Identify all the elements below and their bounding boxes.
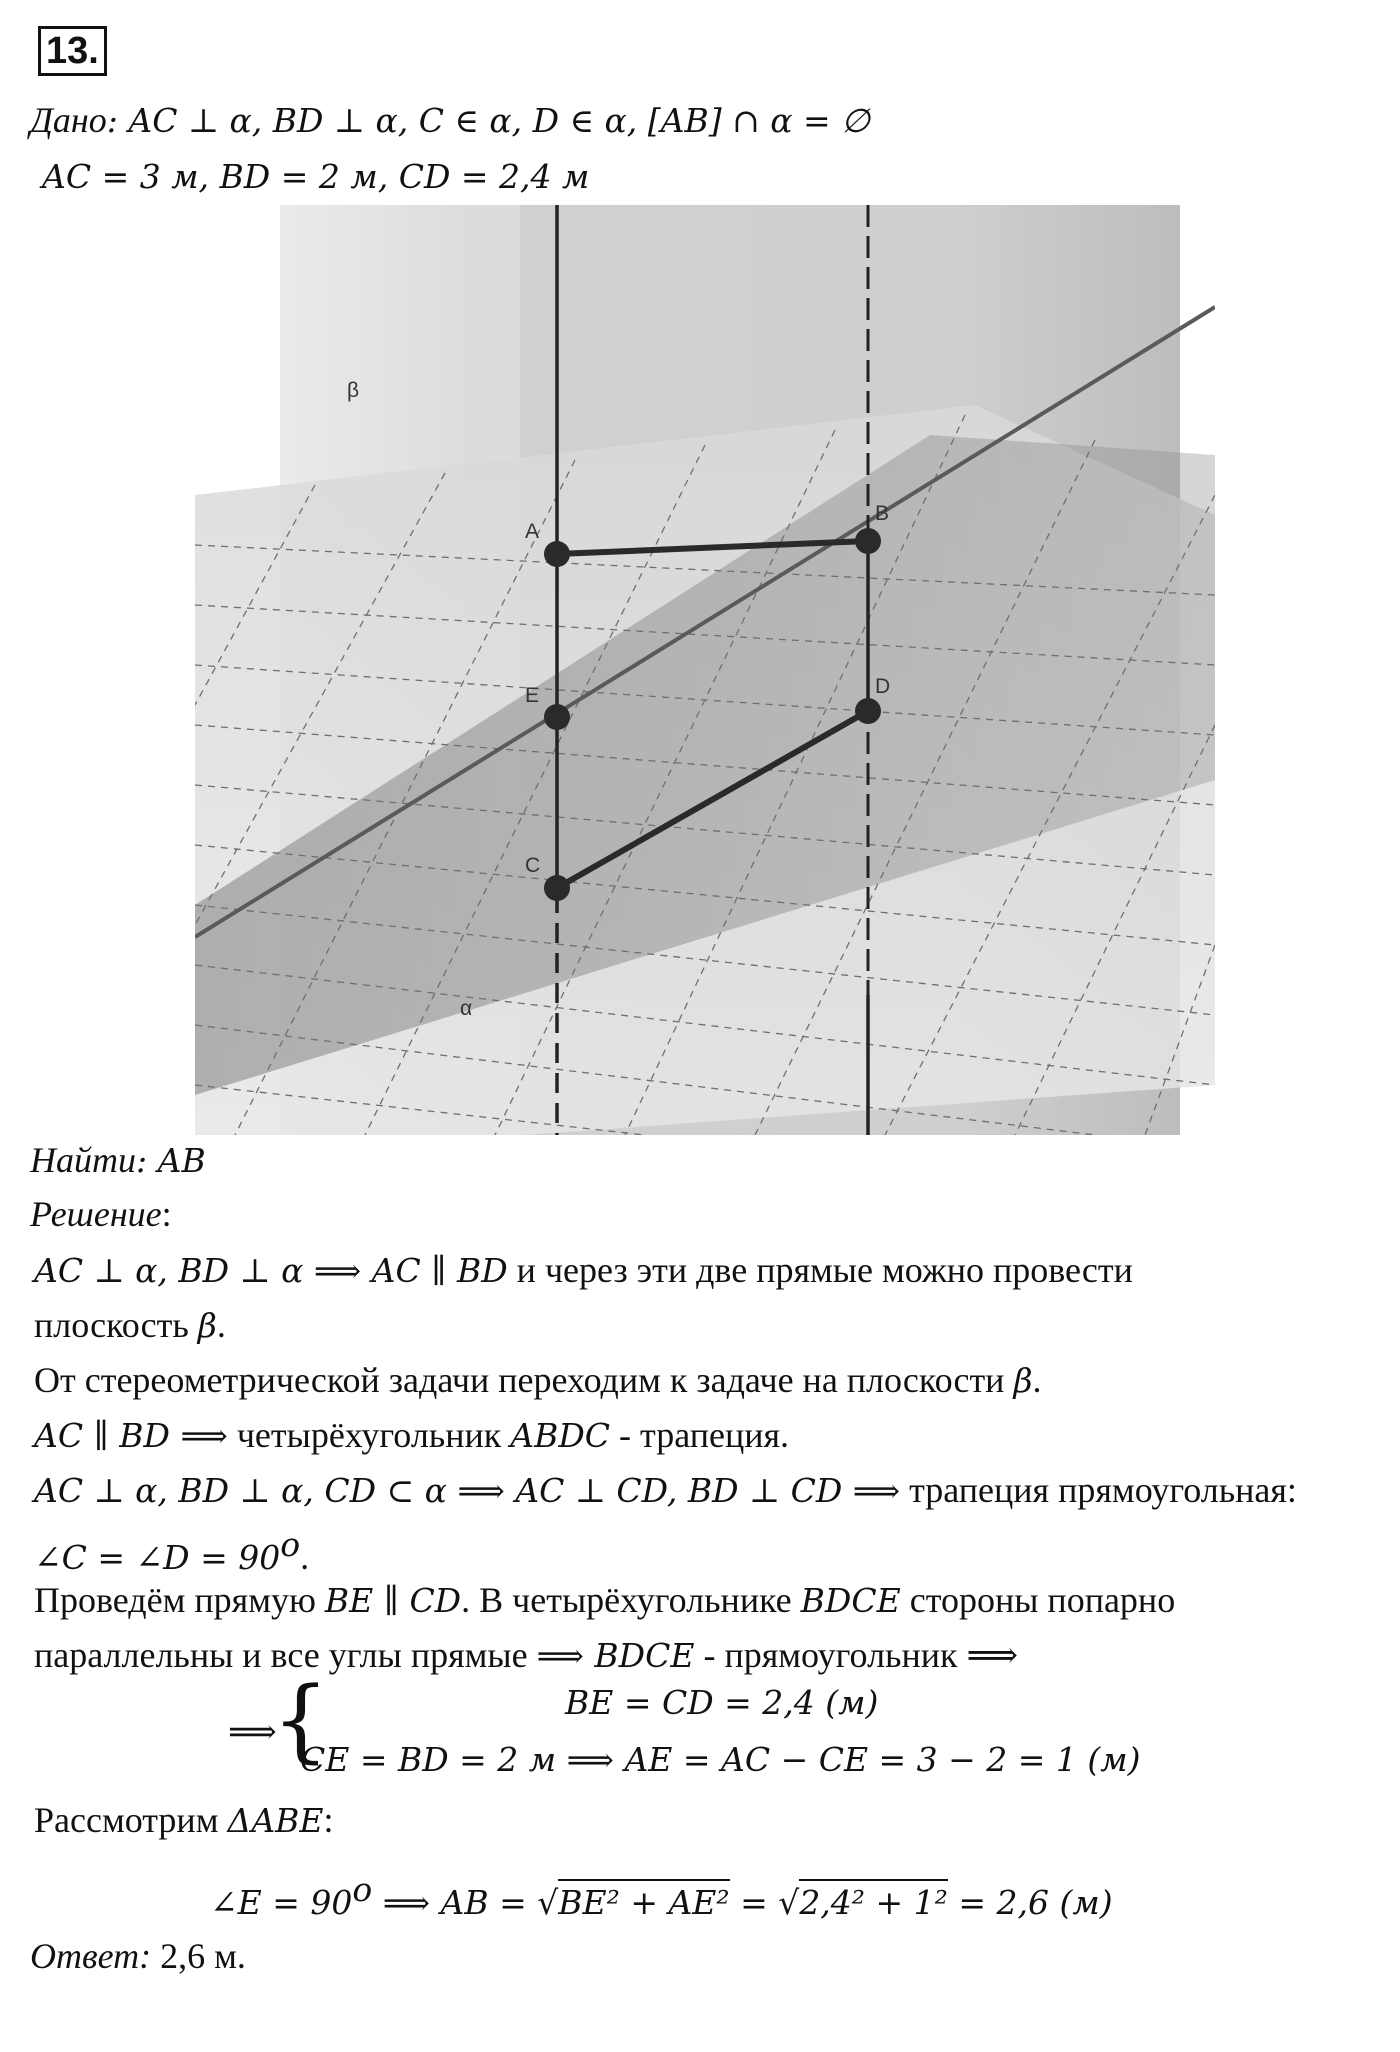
solution-colon: : bbox=[161, 1194, 172, 1234]
math-8: ⟹ BDCE bbox=[536, 1636, 695, 1675]
solution-line-7 bbox=[34, 1578, 1175, 1623]
math-4: AC ∥ BD ⟹ bbox=[34, 1416, 228, 1455]
math-9: ΔABE bbox=[227, 1801, 324, 1840]
f-eq: = √ bbox=[729, 1883, 800, 1922]
math-1: AC ⊥ α, BD ⊥ α ⟹ AC ∥ BD bbox=[34, 1251, 508, 1290]
solution-line-8 bbox=[34, 1633, 1018, 1678]
final-formula bbox=[210, 1868, 1113, 1925]
f-mid: ⟹ AB = √ bbox=[372, 1883, 559, 1922]
answer-label: Ответ: bbox=[30, 1936, 152, 1976]
given-values: AC = 3 м, BD = 2 м, CD = 2,4 м bbox=[42, 157, 590, 196]
answer-line bbox=[30, 1934, 246, 1978]
answer-value: 2,6 м. bbox=[151, 1936, 246, 1976]
math-6: ∠C = ∠D = 90 bbox=[34, 1538, 281, 1577]
end-2: . bbox=[216, 1305, 226, 1345]
text-4b: - трапеция. bbox=[610, 1415, 790, 1455]
given-line-1 bbox=[30, 98, 870, 143]
label-a: A bbox=[525, 520, 540, 543]
geometry-figure bbox=[195, 205, 1215, 1135]
text-8b: - прямоугольник ⟹ bbox=[694, 1635, 1019, 1675]
text-9: Рассмотрим bbox=[34, 1800, 228, 1840]
text-7a: Проведём прямую bbox=[34, 1580, 325, 1620]
point-e bbox=[544, 704, 570, 730]
text-8a: параллельны и все углы прямые bbox=[34, 1635, 537, 1675]
find-value: : AB bbox=[136, 1141, 206, 1180]
solution-line-6 bbox=[34, 1523, 309, 1580]
math-2: β bbox=[197, 1306, 217, 1345]
f-radicand-1: BE² + AE² bbox=[558, 1879, 729, 1922]
solution-line-9 bbox=[34, 1798, 334, 1843]
solution-label: Решение bbox=[30, 1194, 162, 1234]
point-b bbox=[855, 528, 881, 554]
system-row-1 bbox=[565, 1680, 878, 1725]
end-3: . bbox=[1032, 1360, 1042, 1400]
label-b: B bbox=[875, 502, 890, 525]
solution-line-2 bbox=[34, 1303, 226, 1348]
sup-6: o bbox=[280, 1525, 301, 1564]
sys-row-1: BE = CD = 2,4 (м) bbox=[565, 1683, 879, 1722]
f-end: = 2,6 (м) bbox=[947, 1883, 1113, 1922]
solution-line-1 bbox=[34, 1248, 1133, 1293]
problem-number: 13. bbox=[38, 26, 107, 76]
math-4b: ABDC bbox=[510, 1416, 611, 1455]
text-5: трапеция прямоугольная: bbox=[900, 1470, 1297, 1510]
text-3: От стереометрической задачи переходим к задаче на плоскости bbox=[34, 1360, 1014, 1400]
system-row-2 bbox=[300, 1737, 1141, 1782]
text-7c: стороны попарно bbox=[900, 1580, 1176, 1620]
label-alpha: α bbox=[460, 997, 473, 1020]
point-d bbox=[855, 698, 881, 724]
sys-row-2: CE = BD = 2 м ⟹ AE = AC − CE = 3 − 2 = 1 (м) bbox=[300, 1740, 1141, 1779]
label-e: E bbox=[525, 684, 540, 707]
given-conditions: : AC ⊥ α, BD ⊥ α, C ∈ α, D ∈ α, [AB] ∩ α = ∅ bbox=[106, 101, 870, 140]
end-6: . bbox=[300, 1537, 310, 1577]
find-label: Найти bbox=[30, 1140, 136, 1180]
find-line bbox=[30, 1138, 206, 1183]
text-2: плоскость bbox=[34, 1305, 198, 1345]
system-arrow: ⟹ bbox=[228, 1712, 277, 1752]
label-c: C bbox=[525, 854, 541, 877]
math-5: AC ⊥ α, BD ⊥ α, CD ⊂ α ⟹ AC ⊥ CD, BD ⊥ CD ⟹ bbox=[34, 1471, 901, 1510]
given-line-2 bbox=[42, 154, 589, 199]
f-start: ∠E = 90 bbox=[210, 1883, 353, 1922]
solution-heading bbox=[30, 1192, 172, 1236]
f-sup: o bbox=[352, 1870, 373, 1909]
system-brace: { bbox=[272, 1668, 330, 1773]
point-c bbox=[544, 875, 570, 901]
label-beta: β bbox=[347, 379, 360, 402]
solution-line-3 bbox=[34, 1358, 1042, 1403]
math-3: β bbox=[1013, 1361, 1033, 1400]
label-d: D bbox=[875, 675, 891, 698]
end-9: : bbox=[323, 1800, 334, 1840]
math-7b: BDCE bbox=[800, 1581, 901, 1620]
given-label: Дано bbox=[30, 100, 107, 140]
solution-line-5 bbox=[34, 1468, 1297, 1513]
point-a bbox=[544, 541, 570, 567]
text-4a: четырёхугольник bbox=[227, 1415, 511, 1455]
f-radicand-2: 2,4² + 1² bbox=[799, 1879, 948, 1922]
text-1: и через эти две прямые можно провести bbox=[507, 1250, 1133, 1290]
text-7b: . В четырёхугольнике bbox=[461, 1580, 801, 1620]
solution-line-4 bbox=[34, 1413, 789, 1458]
math-7a: BE ∥ CD bbox=[324, 1581, 462, 1620]
